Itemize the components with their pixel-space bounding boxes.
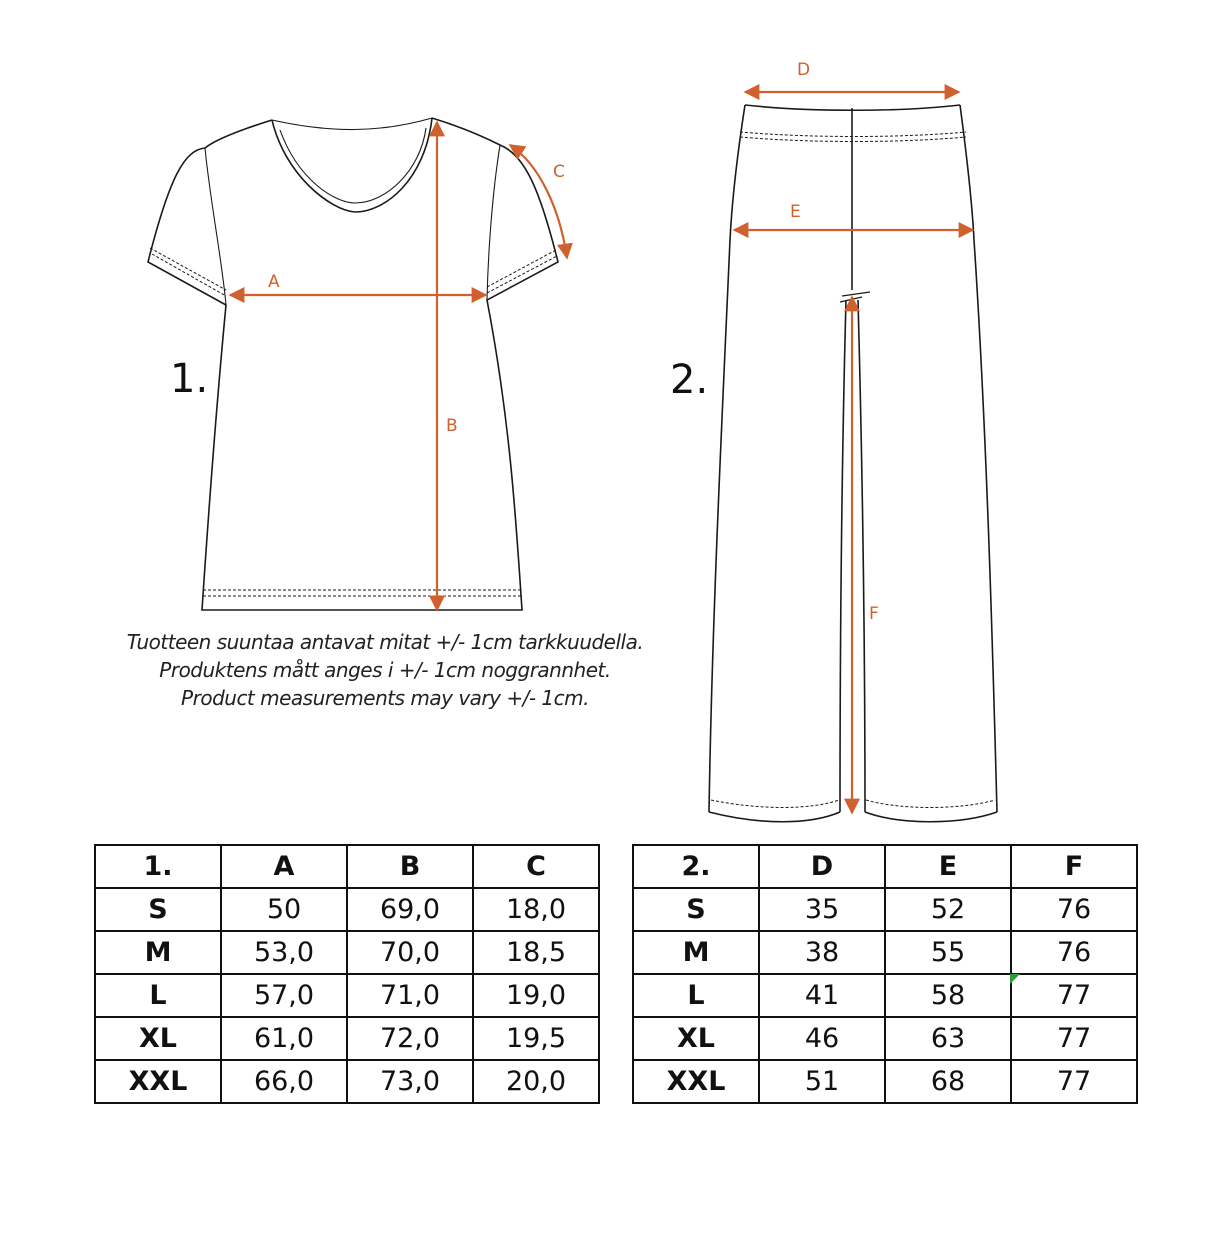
label-d: D — [797, 60, 811, 80]
table-row — [633, 931, 1137, 974]
table-row — [95, 931, 599, 974]
value-cell: 55 — [885, 931, 1011, 974]
size-cell: XL — [633, 1017, 759, 1060]
measurement-note-sv: Produktens mått anges i +/- 1cm noggrannhet. — [159, 658, 611, 682]
table-row — [95, 974, 599, 1017]
label-e: E — [790, 202, 801, 222]
value-cell: 52 — [885, 888, 1011, 931]
value-cell: 73,0 — [347, 1060, 473, 1103]
header-cell: B — [347, 845, 473, 888]
header-cell: A — [221, 845, 347, 888]
value-cell: 51 — [759, 1060, 885, 1103]
figure-number-1: 1. — [170, 356, 209, 402]
size-cell: L — [95, 974, 221, 1017]
value-cell: 18,5 — [473, 931, 599, 974]
pants-measure-arrows — [734, 92, 973, 813]
value-cell: 77 — [1011, 1060, 1137, 1103]
label-c: C — [553, 162, 565, 182]
header-cell: E — [885, 845, 1011, 888]
label-b: B — [446, 416, 458, 436]
size-cell: XXL — [633, 1060, 759, 1103]
value-cell: 38 — [759, 931, 885, 974]
table-row — [633, 888, 1137, 931]
value-cell: 58 — [885, 974, 1011, 1017]
value-cell: 19,5 — [473, 1017, 599, 1060]
value-cell: 70,0 — [347, 931, 473, 974]
table-row — [95, 888, 599, 931]
value-cell: 66,0 — [221, 1060, 347, 1103]
value-cell: 19,0 — [473, 974, 599, 1017]
value-cell: 77 — [1011, 974, 1137, 1017]
value-cell: 20,0 — [473, 1060, 599, 1103]
value-cell: 41 — [759, 974, 885, 1017]
table-row — [633, 1060, 1137, 1103]
value-cell: 35 — [759, 888, 885, 931]
header-cell: D — [759, 845, 885, 888]
value-cell: 69,0 — [347, 888, 473, 931]
header-cell: F — [1011, 845, 1137, 888]
figure-number-2: 2. — [670, 357, 709, 403]
header-cell: C — [473, 845, 599, 888]
label-a: A — [268, 272, 280, 292]
value-cell: 46 — [759, 1017, 885, 1060]
size-cell: L — [633, 974, 759, 1017]
tshirt-drawing — [148, 118, 558, 610]
table-header-row — [633, 845, 1137, 888]
value-cell: 57,0 — [221, 974, 347, 1017]
table-row — [633, 974, 1137, 1017]
size-cell: XXL — [95, 1060, 221, 1103]
pants-size-table — [632, 844, 1138, 1104]
measurement-note-fi: Tuotteen suuntaa antavat mitat +/- 1cm tarkkuudella. — [126, 630, 644, 654]
table-row — [95, 1017, 599, 1060]
size-cell: S — [633, 888, 759, 931]
value-cell: 76 — [1011, 931, 1137, 974]
size-cell: M — [95, 931, 221, 974]
header-cell: 1. — [95, 845, 221, 888]
table-header-row — [95, 845, 599, 888]
value-cell: 18,0 — [473, 888, 599, 931]
label-f: F — [869, 604, 879, 624]
header-cell: 2. — [633, 845, 759, 888]
measurement-note-en: Product measurements may vary +/- 1cm. — [181, 686, 589, 710]
value-cell: 71,0 — [347, 974, 473, 1017]
cell-comment-marker — [1010, 974, 1020, 984]
size-cell: XL — [95, 1017, 221, 1060]
value-cell: 50 — [221, 888, 347, 931]
tshirt-size-table — [94, 844, 600, 1104]
size-cell: S — [95, 888, 221, 931]
value-cell: 72,0 — [347, 1017, 473, 1060]
size-cell: M — [633, 931, 759, 974]
table-row — [633, 1017, 1137, 1060]
table-row — [95, 1060, 599, 1103]
value-cell: 68 — [885, 1060, 1011, 1103]
value-cell: 61,0 — [221, 1017, 347, 1060]
value-cell: 63 — [885, 1017, 1011, 1060]
value-cell: 76 — [1011, 888, 1137, 931]
value-cell: 77 — [1011, 1017, 1137, 1060]
value-cell: 53,0 — [221, 931, 347, 974]
